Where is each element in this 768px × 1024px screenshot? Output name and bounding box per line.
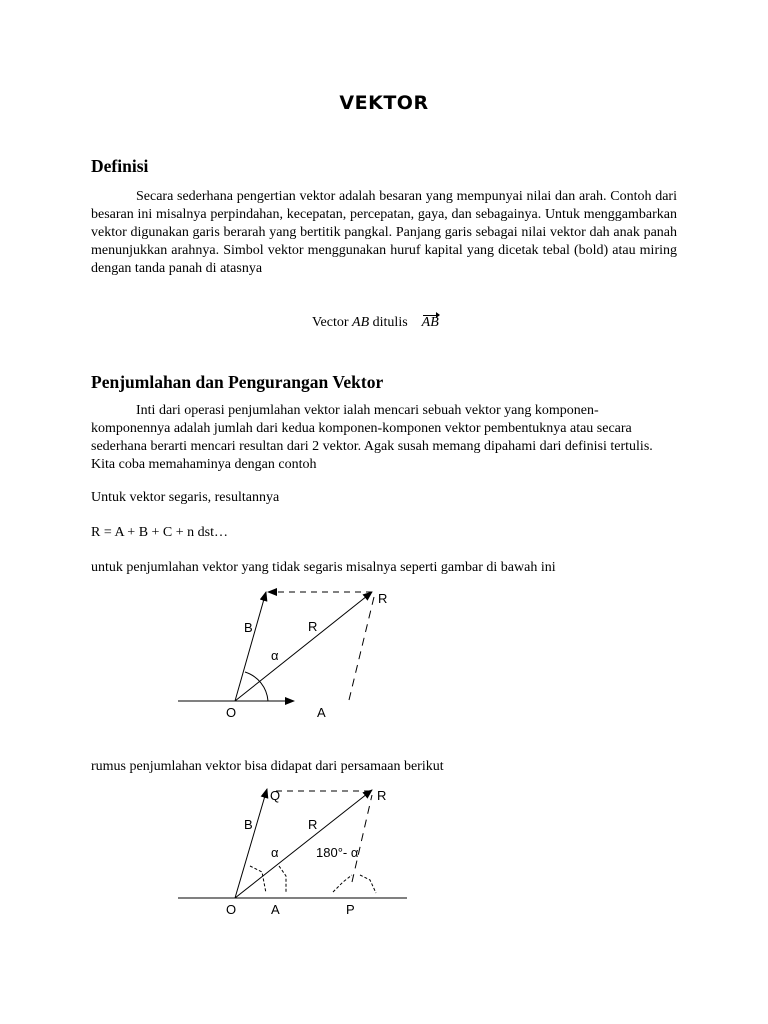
angle-arc — [245, 672, 268, 701]
segaris-line: Untuk vektor segaris, resultannya — [91, 490, 280, 505]
notation-arrow-ab: AB — [421, 315, 439, 330]
vector-diagram-2 — [178, 788, 407, 917]
dashed-right-line — [349, 597, 374, 700]
page-title: VEKTOR — [339, 92, 429, 114]
label-a: A — [317, 705, 326, 720]
label-b: B — [244, 620, 253, 635]
label-q: Q — [270, 788, 281, 803]
angle-hint-p-1 — [333, 875, 352, 892]
label-o-2: O — [226, 902, 237, 917]
notation-ab: AB — [352, 315, 370, 330]
tidak-segaris-line: untuk penjumlahan vektor yang tidak segaris misalnya seperti gambar di bawah ini — [91, 560, 556, 575]
angle-hint-p-2 — [360, 875, 376, 893]
label-r-2: R — [308, 817, 318, 832]
label-angle-180: 180°- α — [316, 845, 359, 860]
section-heading-penjumlahan: Penjumlahan dan Pengurangan Vektor — [91, 372, 384, 392]
dashed-right-line-2 — [352, 795, 372, 882]
label-r-top-2: R — [377, 788, 387, 803]
label-o: O — [226, 705, 237, 720]
vector-b-arrow — [235, 592, 266, 701]
notation-middle: ditulis — [369, 315, 408, 330]
paragraph-penjumlahan: Inti dari operasi penjumlahan vektor ialah mencari sebuah vektor yang komponen-komponennya adalah jumlah dari kedua komponen-komponen vektor pembentuknya atau secara sederhana berarti mencari resultan dari 2 vektor. Agak susah memang dipahami dari definisi tertulis. Kita coba memahaminya dengan contoh — [91, 403, 653, 472]
vector-r-arrow-2 — [235, 790, 372, 898]
vector-r-arrow — [235, 592, 372, 701]
label-p: P — [346, 902, 355, 917]
label-r-top: R — [378, 591, 388, 606]
formula-line: R = A + B + C + n dst… — [91, 525, 228, 540]
vector-b-arrow-2 — [235, 789, 267, 898]
notation-prefix: Vector — [312, 315, 353, 330]
section-heading-definisi: Definisi — [91, 156, 149, 176]
label-alpha: α — [271, 648, 279, 663]
angle-hint-a-2 — [279, 866, 286, 893]
label-b-2: B — [244, 817, 253, 832]
label-a-2: A — [271, 902, 280, 917]
paragraph-definisi: Secara sederhana pengertian vektor adalah besaran yang mempunyai nilai dan arah. Contoh dari besaran ini misalnya perpindahan, kecepatan, percepatan, gaya, dan sebagainya. Untuk menggambarkan vektor digunakan garis berarah yang bertitik pangkal. Panjang garis sebagai nilai vektor dah anak panah menunjukkan arahnya. Simbol vektor menggunakan huruf kapital yang dicetak tebal (bold) atau miring dengan tanda panah di atasnya — [91, 189, 677, 276]
label-alpha-2: α — [271, 845, 279, 860]
label-r: R — [308, 619, 318, 634]
rumus-line: rumus penjumlahan vektor bisa didapat dari persamaan berikut — [91, 759, 444, 774]
